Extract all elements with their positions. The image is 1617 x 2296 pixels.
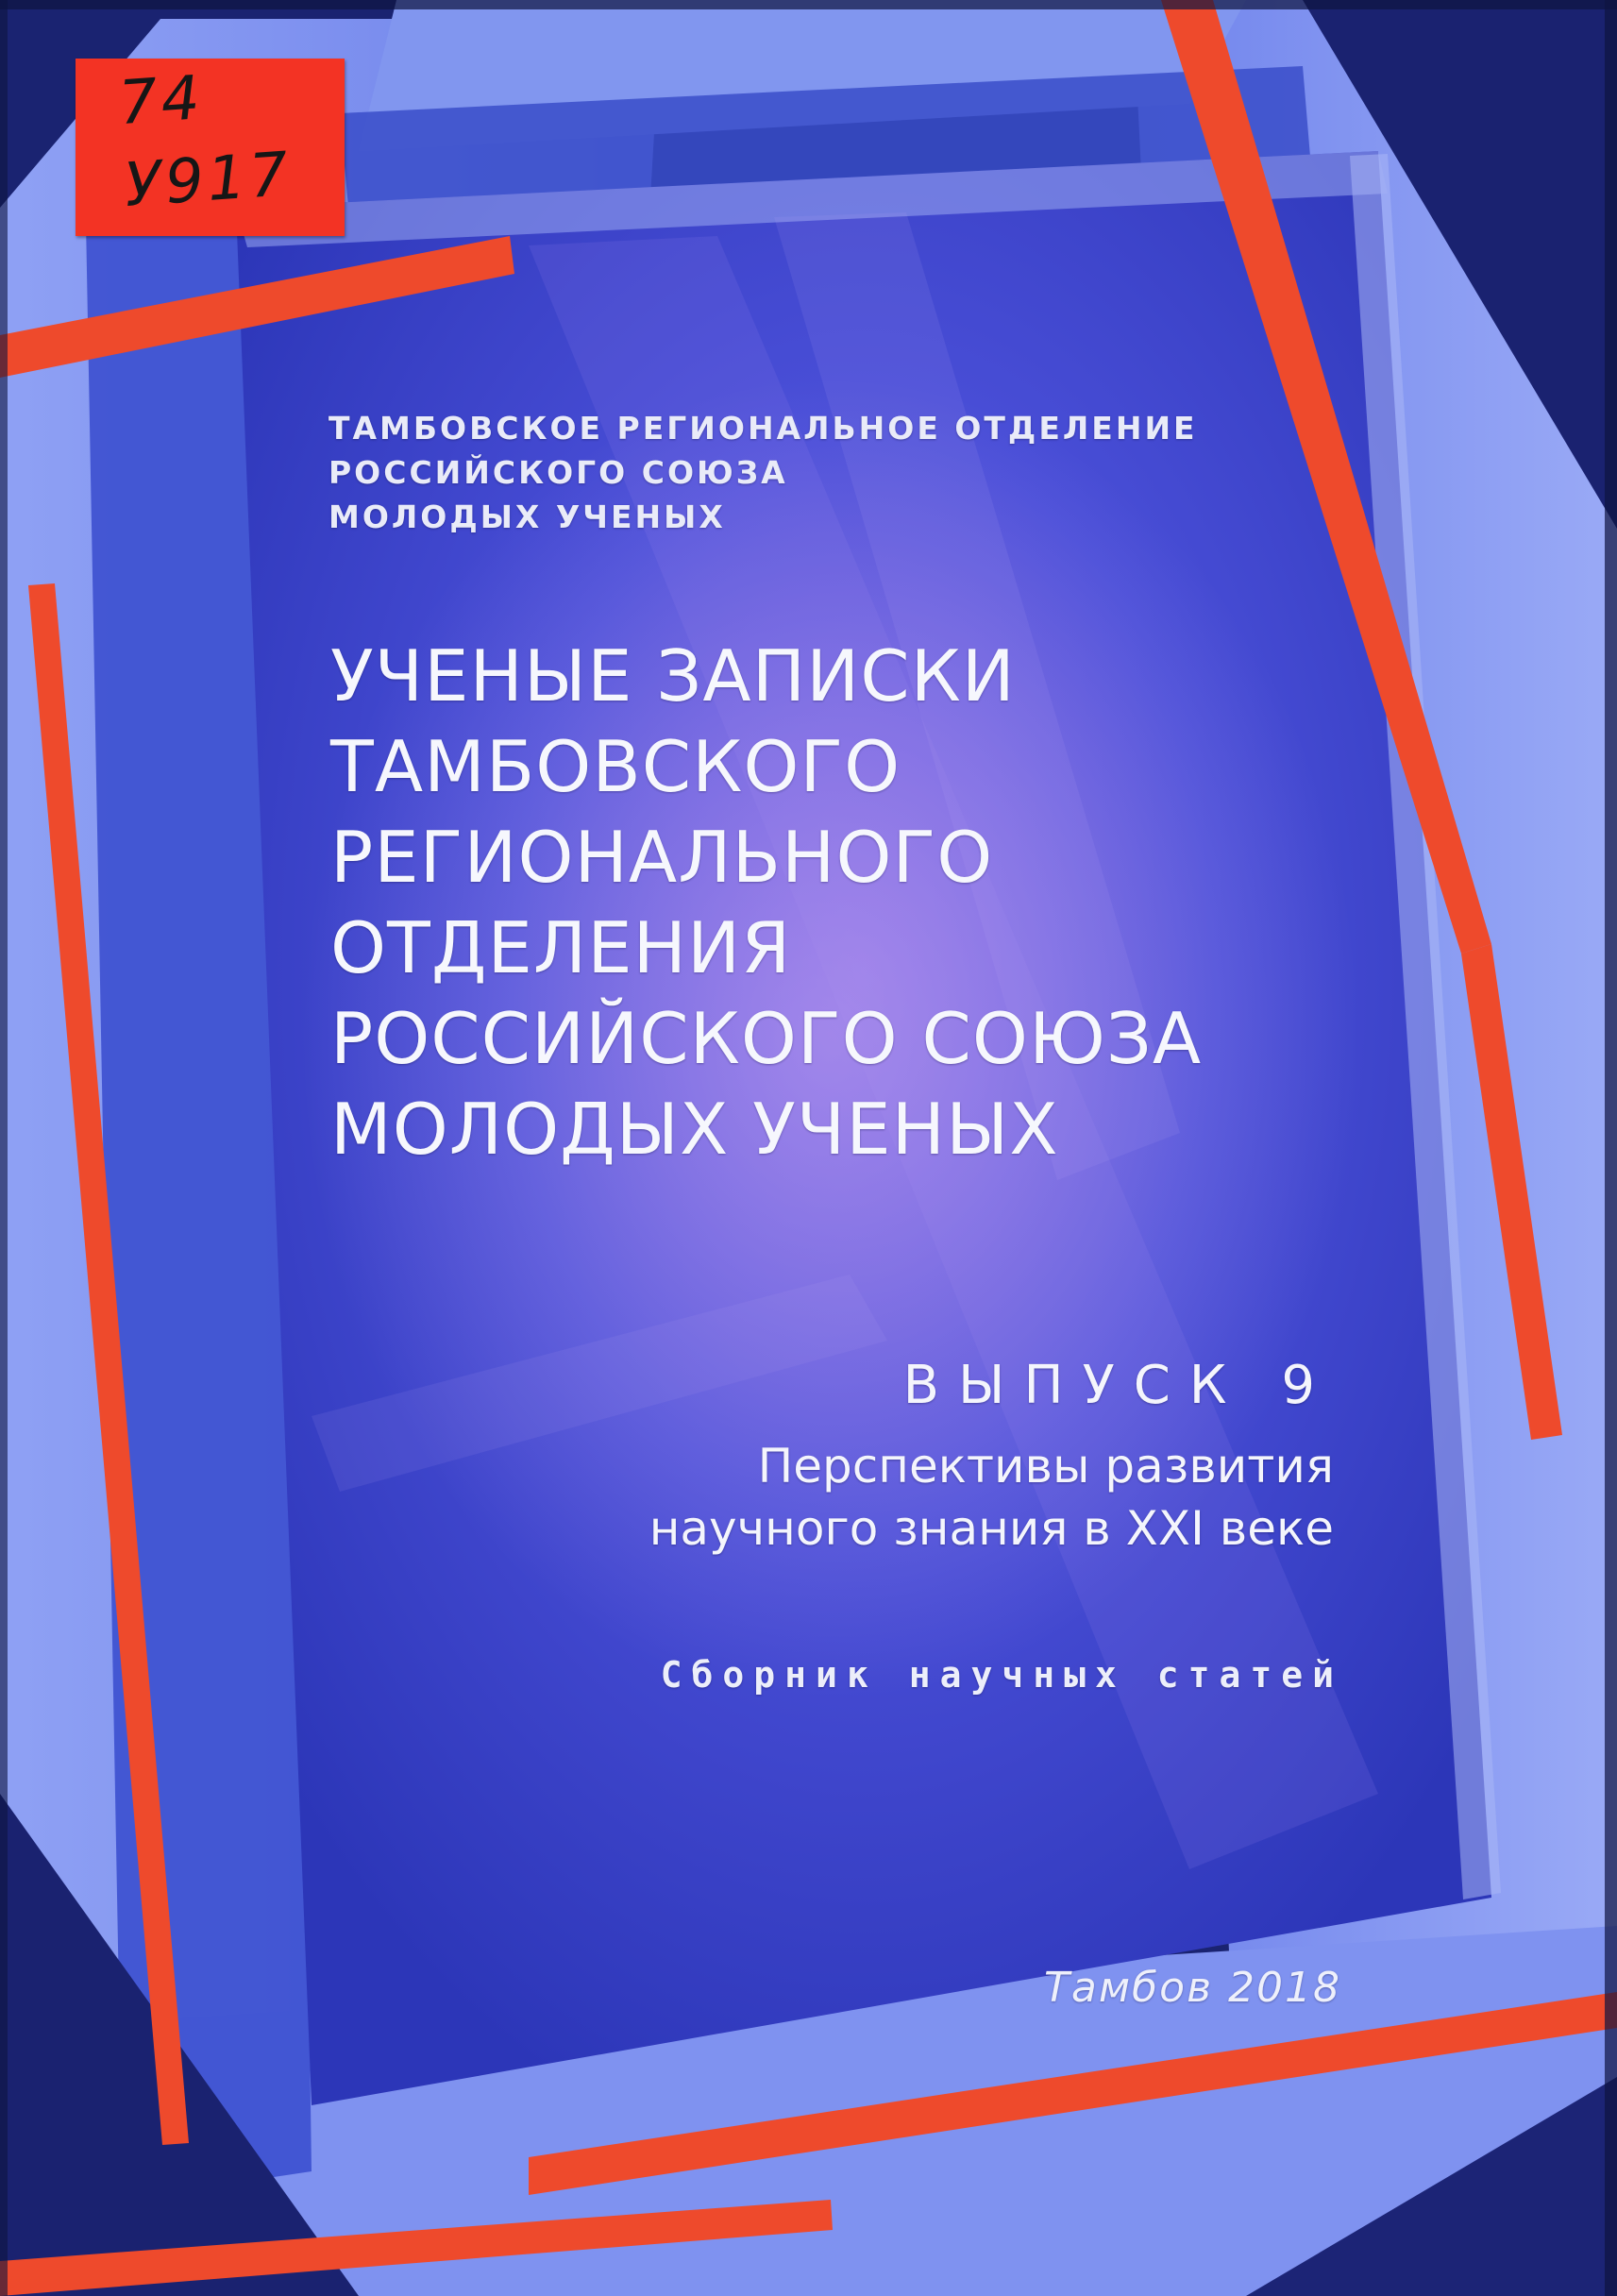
scan-edge-left — [0, 0, 8, 2296]
collection-type: Сборник научных статей — [660, 1654, 1343, 1696]
title-line: РЕГИОНАЛЬНОГО — [330, 816, 994, 899]
shelf-code-line-2: У917 — [122, 139, 295, 222]
title-line: УЧЕНЫЕ ЗАПИСКИ — [330, 634, 1016, 718]
organization-name — [328, 406, 1198, 539]
organization-line: РОССИЙСКОГО СОЮЗА — [328, 454, 788, 491]
subtitle-line: Перспективы развития — [757, 1439, 1334, 1494]
book-title — [330, 631, 1202, 1174]
title-line: ТАМБОВСКОГО — [330, 725, 901, 808]
shelf-code-line-1: 74 — [116, 62, 206, 140]
issue-subtitle — [649, 1435, 1334, 1560]
subtitle-line: научного знания в XXI веке — [648, 1501, 1334, 1556]
title-line: МОЛОДЫХ УЧЕНЫХ — [330, 1088, 1059, 1171]
organization-line: ТАМБОВСКОЕ РЕГИОНАЛЬНОЕ ОТДЕЛЕНИЕ — [328, 410, 1198, 447]
title-line: ОТДЕЛЕНИЯ — [330, 906, 792, 989]
library-shelf-sticker — [76, 59, 345, 236]
issue-number: ВЫПУСК 9 — [902, 1355, 1334, 1416]
scan-edge-right — [1605, 0, 1617, 2296]
organization-line: МОЛОДЫХ УЧЕНЫХ — [328, 498, 726, 535]
scan-edge-top — [0, 0, 1617, 9]
place-and-year: Тамбов 2018 — [1044, 1964, 1341, 2012]
title-line: РОССИЙСКОГО СОЮЗА — [330, 997, 1203, 1080]
